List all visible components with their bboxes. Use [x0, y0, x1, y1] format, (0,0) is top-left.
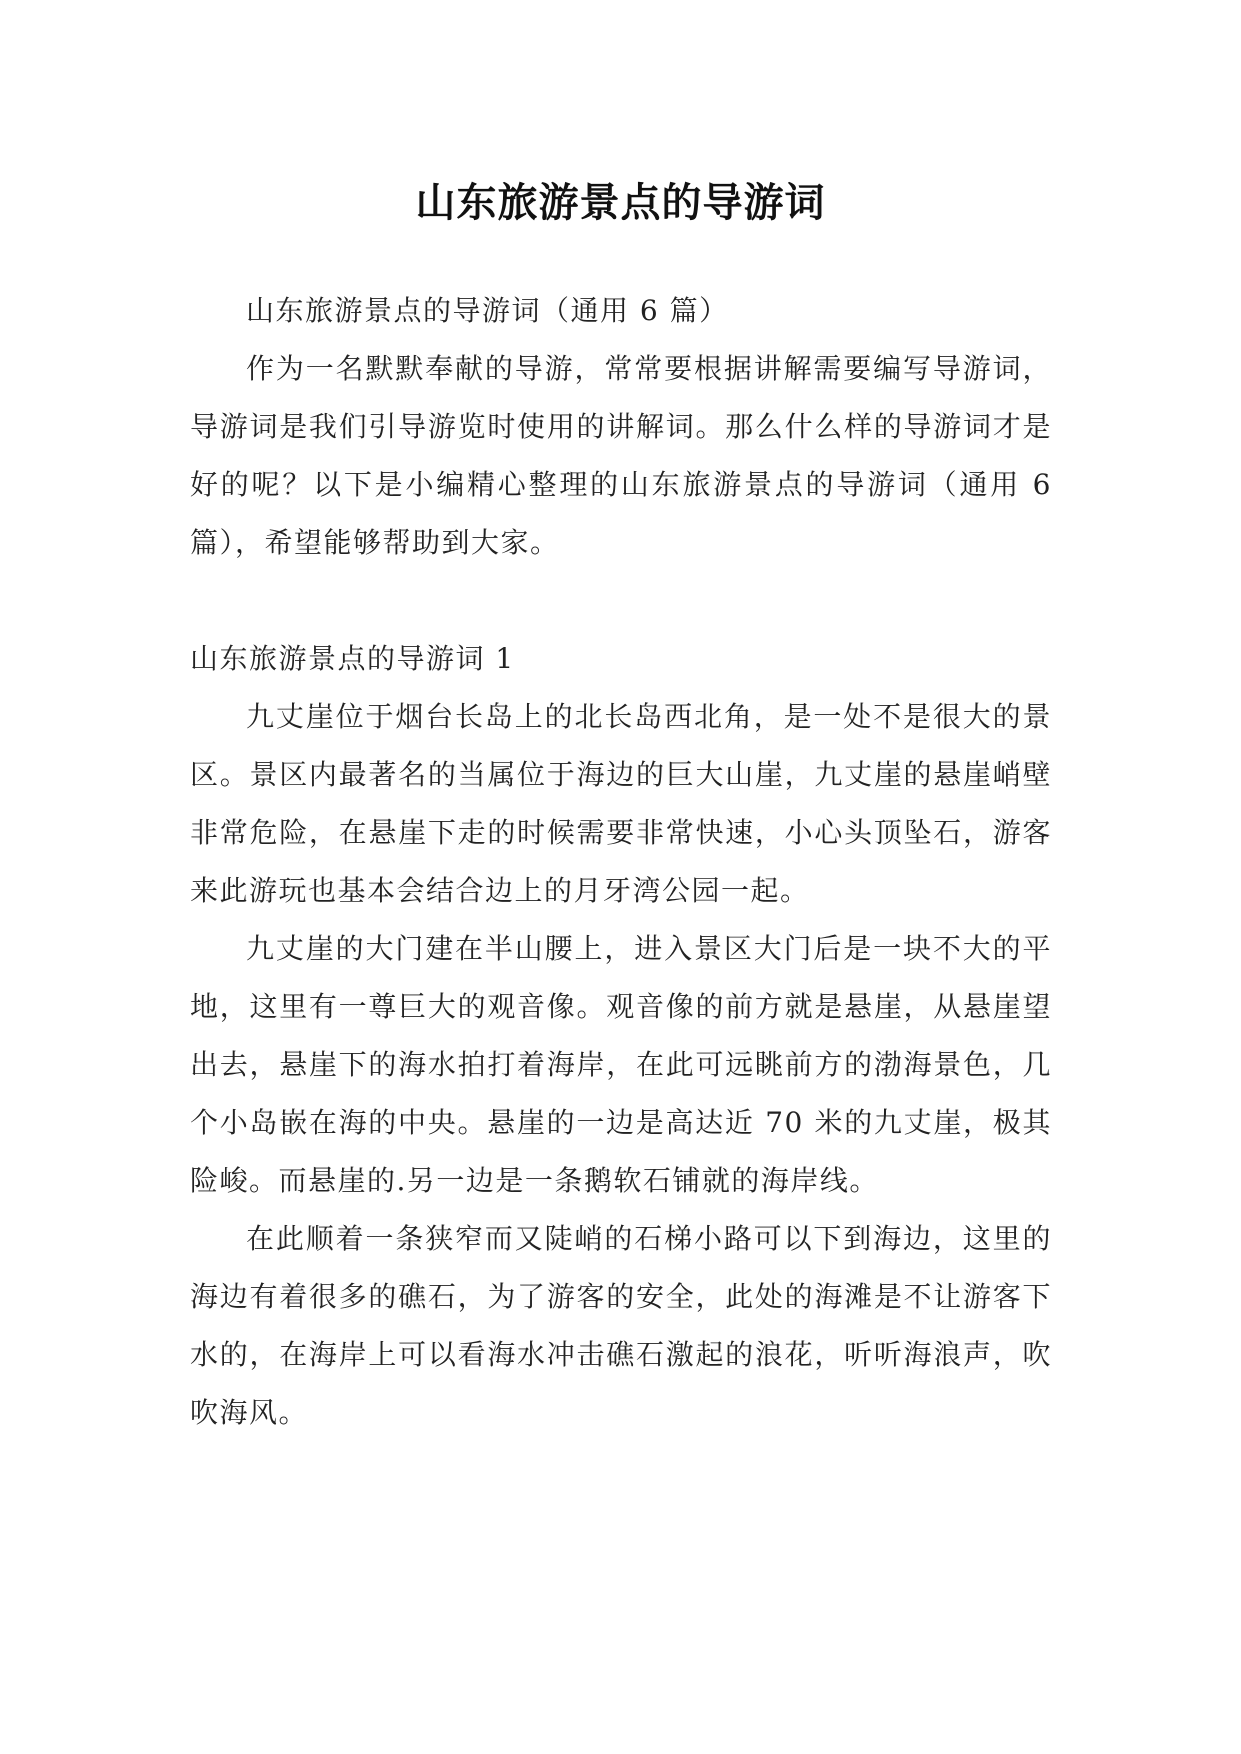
document-title: 山东旅游景点的导游词: [415, 178, 826, 226]
intro-paragraph: 作为一名默默奉献的导游，常常要根据讲解需要编写导游词，导游词是我们引导游览时使用的讲解词。那么什么样的导游词才是好的呢？以下是小编精心整理的山东旅游景点的导游词（通用 6 篇），希望能够帮助到大家。: [190, 352, 1052, 559]
section-heading: 山东旅游景点的导游词 1: [190, 642, 515, 675]
section-paragraph-3: 在此顺着一条狭窄而又陡峭的石梯小路可以下到海边，这里的海边有着很多的礁石，为了游客的安全，此处的海滩是不让游客下水的，在海岸上可以看海水冲击礁石激起的浪花，听听海浪声，吹吹海风。: [190, 1222, 1052, 1429]
document-subtitle: 山东旅游景点的导游词（通用 6 篇）: [246, 294, 729, 327]
section-paragraph-2: 九丈崖的大门建在半山腰上，进入景区大门后是一块不大的平地，这里有一尊巨大的观音像。观音像的前方就是悬崖，从悬崖望出去，悬崖下的海水拍打着海岸，在此可远眺前方的渤海景色，几个小岛嵌在海的中央。悬崖的一边是高达近 70 米的九丈崖，极其险峻。而悬崖的.另一边是一条鹅软石铺就的海岸线。: [190, 932, 1052, 1197]
section-paragraph-1: 九丈崖位于烟台长岛上的北长岛西北角，是一处不是很大的景区。景区内最著名的当属位于海边的巨大山崖，九丈崖的悬崖峭壁非常危险，在悬崖下走的时候需要非常快速，小心头顶坠石，游客来此游玩也基本会结合边上的月牙湾公园一起。: [190, 700, 1052, 907]
document-body: [190, 282, 1052, 1442]
